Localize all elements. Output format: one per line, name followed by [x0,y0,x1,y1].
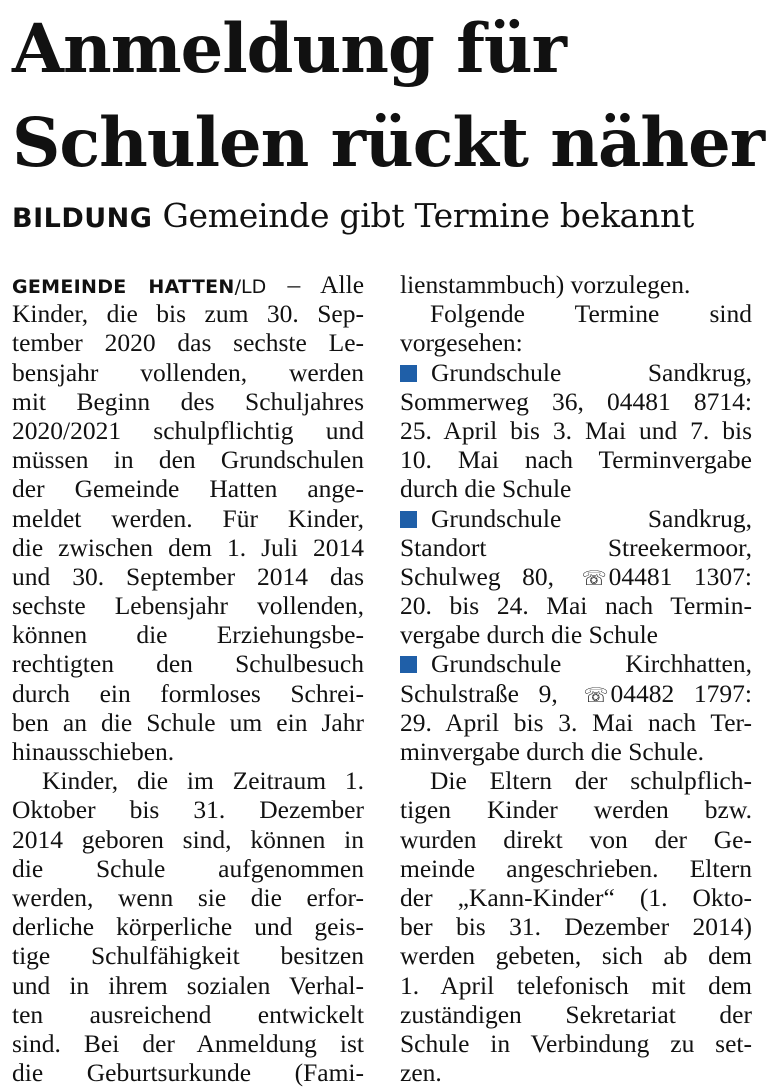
body-line: vorgesehen: [400,328,523,358]
left-column [12,270,364,1087]
square-bullet-icon [400,365,417,382]
body-line: zen. [400,1058,442,1087]
body-line: 2014 geboren sind, können in [12,824,364,854]
body-line: sechste Lebensjahr vollenden, [12,591,364,621]
body-line: Die Eltern der schulpflich- [430,766,752,796]
body-line: Kinder, die im Zeitraum 1. [42,766,364,796]
body-line: werden gebeten, sich ab dem [400,941,752,971]
telephone-icon: ☏ [583,684,609,707]
headline-line-1: Anmeldung für [12,9,566,88]
body-line: ber bis 31. Dezember 2014) [400,912,752,942]
subheadline [12,196,762,244]
address-line [400,679,752,708]
dateline-place: GEMEINDE HATTEN [12,276,235,298]
school-name: Grundschule Sandkrug, [431,503,752,533]
school-entry-sandkrug [400,358,752,387]
body-line: sind. Bei der Anmeldung ist [12,1028,364,1058]
body-line: 29. April bis 3. Mai nach Ter- [400,707,752,737]
body-line: meinde angeschrieben. Eltern [400,853,752,883]
body-line: durch ein formloses Schrei- [12,678,364,708]
body-line: der Gemeinde Hatten ange- [12,474,364,504]
body-line: tember 2020 das sechste Le- [12,328,364,358]
body-line: 20. bis 24. Mai nach Termin- [400,591,752,621]
body-line: minvergabe durch die Schule. [400,737,705,766]
square-bullet-icon [400,656,417,673]
body-line: derliche körperliche und geis- [12,912,364,942]
kicker-label: BILDUNG [12,203,153,234]
body-line: Schule in Verbindung zu set- [400,1028,752,1058]
body-line: Kinder, die bis zum 30. Sep- [12,299,364,329]
body-line: wurden direkt von der Ge- [400,824,752,854]
body-line: tige Schulfähigkeit besitzen [12,941,364,971]
body-text: – Alle [287,270,365,299]
body-line: Sommerweg 36, 04481 8714: [400,386,752,416]
body-line: können die Erziehungsbe- [12,620,364,650]
dateline-agency: /LD [234,276,267,298]
body-line: und in ihrem sozialen Verhal- [12,970,364,1000]
body-line: vergabe durch die Schule [400,620,658,650]
telephone-icon: ☏ [581,567,607,590]
body-line: bensjahr vollenden, werden [12,357,364,387]
body-line: Oktober bis 31. Dezember [12,795,364,825]
subtitle: Gemeinde gibt Termine bekannt [162,196,694,235]
phone-number: 04482 1797: [610,678,752,708]
body-line: 10. Mai nach Terminvergabe [400,445,752,475]
body-line: müssen in den Grundschulen [12,445,364,475]
headline [12,2,762,190]
school-name: Grundschule Kirchhatten, [431,649,752,679]
body-line: der „Kann-Kinder“ (1. Okto- [400,882,752,912]
address-text: Schulstraße 9, [400,678,558,708]
body-line: durch die Schule [400,474,572,504]
address-text: Schulweg 80, [400,561,555,591]
body-line: lienstammbuch) vorzulegen. [400,270,691,299]
dateline-line [12,270,364,299]
body-line: rechtigten den Schulbesuch [12,649,364,679]
phone-group [576,562,752,591]
body-line: hinausschieben. [12,737,175,766]
body-line: zuständigen Sekretariat der [400,999,752,1029]
right-column [400,270,752,1087]
body-line: werden, wenn sie die erfor- [12,882,364,912]
body-line: ben an die Schule um ein Jahr [12,707,364,737]
body-line: 2020/2021 schulpflichtig und [12,415,364,445]
body-line: tigen Kinder werden bzw. [400,795,752,825]
body-line: und 30. September 2014 das [12,561,364,591]
body-line: die Geburtsurkunde (Fami- [12,1058,364,1087]
headline-line-2: Schulen rückt näher [12,103,764,182]
body-line: ten ausreichend entwickelt [12,999,364,1029]
body-line: die zwischen dem 1. Juli 2014 [12,532,364,562]
body-line: die Schule aufgenommen [12,853,364,883]
address-line [400,562,752,591]
school-entry-streekermoor [400,504,752,533]
body-line: 25. April bis 3. Mai und 7. bis [400,415,752,445]
body-line: 1. April telefonisch mit dem [400,970,752,1000]
square-bullet-icon [400,511,417,528]
body-line: meldet werden. Für Kinder, [12,503,364,533]
body-line: Standort Streekermoor, [400,532,752,562]
school-name: Grundschule Sandkrug, [431,357,752,387]
phone-group [577,679,752,708]
body-line: Folgende Termine sind [430,299,752,329]
school-entry-kirchhatten [400,649,752,678]
phone-number: 04481 1307: [608,561,752,591]
body-line: mit Beginn des Schuljahres [12,386,364,416]
